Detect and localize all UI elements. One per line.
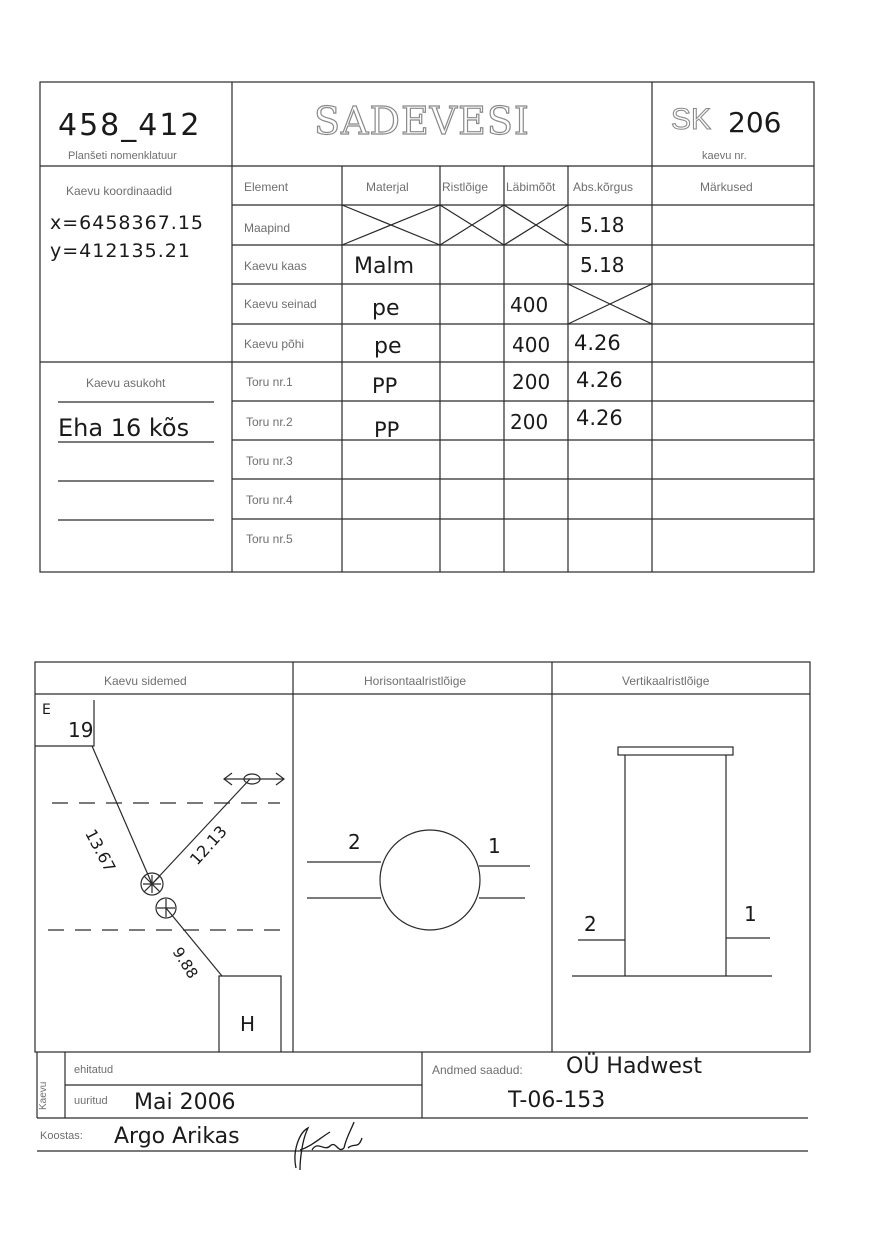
footer-vertical-label: Kaevu	[38, 1081, 49, 1110]
cell-diameter-pipe1: 200	[512, 370, 551, 394]
corner-letter: E	[42, 702, 51, 718]
row-element-label: Toru nr.2	[246, 415, 293, 429]
nomenclature-value: 458_412	[58, 108, 202, 143]
job-number: T-06-153	[508, 1088, 606, 1113]
data-source-label: Andmed saadud:	[432, 1063, 523, 1077]
column-header-element: Element	[244, 180, 289, 194]
column-header-remarks: Märkused	[700, 180, 753, 194]
row-element-label: Kaevu kaas	[244, 259, 307, 273]
section-header-horizontal: Horisontaalristlõige	[364, 674, 467, 688]
surveyed-date: Mai 2006	[134, 1090, 236, 1115]
column-header-cross-section: Ristlõige	[442, 180, 489, 194]
section-header-connections: Kaevu sidemed	[104, 674, 187, 688]
cell-material-pipe2: PP	[374, 418, 400, 442]
h-pipe-label-right: 1	[488, 834, 501, 858]
well-number-label: kaevu nr.	[702, 150, 747, 162]
cell-material-lid: Malm	[354, 254, 415, 279]
distance-label-b: 12.13	[186, 821, 231, 869]
location-label: Kaevu asukoht	[86, 376, 166, 390]
cell-material-pipe1: PP	[372, 374, 398, 398]
row-element-label: Kaevu seinad	[244, 297, 317, 311]
cell-height-lid: 5.18	[580, 253, 625, 277]
section-header-vertical: Vertikaalristlõige	[622, 674, 710, 688]
corner-number: 19	[68, 718, 94, 742]
cell-height-pipe2: 4.26	[576, 406, 623, 430]
cell-material-bottom: pe	[374, 334, 402, 359]
cell-height-bottom: 4.26	[574, 331, 621, 355]
h-pipe-label-left: 2	[348, 830, 361, 854]
column-header-material: Materjal	[366, 180, 409, 194]
house-letter: H	[240, 1012, 256, 1036]
cell-height-ground: 5.18	[580, 213, 625, 237]
location-value: Eha 16 kõs	[58, 414, 190, 442]
cell-height-pipe1: 4.26	[576, 368, 623, 392]
row-element-label: Toru nr.5	[246, 532, 293, 546]
row-element-label: Maapind	[244, 221, 291, 235]
well-code-prefix: SK	[671, 103, 712, 136]
cell-diameter-bottom: 400	[512, 333, 551, 357]
column-header-abs-height: Abs.kõrgus	[573, 180, 634, 194]
page-title: SADEVESI	[314, 99, 530, 143]
x-coordinate: x=6458367.15	[50, 212, 204, 234]
cell-material-walls: pe	[372, 296, 400, 321]
compiled-label: Koostas:	[40, 1130, 83, 1142]
compiled-by: Argo Arikas	[114, 1124, 240, 1149]
cell-diameter-pipe2: 200	[510, 410, 549, 434]
coordinates-label: Kaevu koordinaadid	[66, 184, 173, 198]
row-element-label: Toru nr.4	[246, 493, 293, 507]
row-element-label: Kaevu põhi	[244, 337, 305, 351]
distance-label-a: 13.67	[81, 826, 120, 876]
row-element-label: Toru nr.3	[246, 454, 293, 468]
company-name: OÜ Hadwest	[566, 1054, 703, 1079]
well-number: 206	[728, 106, 782, 139]
cell-diameter-walls: 400	[510, 293, 549, 317]
v-pipe-label-right: 1	[744, 902, 757, 926]
column-header-diameter: Läbimõõt	[506, 180, 556, 194]
nomenclature-label: Planšeti nomenklatuur	[68, 150, 177, 162]
distance-label-c: 9.88	[168, 944, 202, 982]
checked-label: ehitatud	[74, 1064, 114, 1076]
v-pipe-label-left: 2	[584, 912, 597, 936]
row-element-label: Toru nr.1	[246, 375, 293, 389]
signature-scribble	[295, 1122, 362, 1170]
y-coordinate: y=412135.21	[50, 240, 191, 262]
surveyed-label: uuritud	[74, 1095, 108, 1107]
